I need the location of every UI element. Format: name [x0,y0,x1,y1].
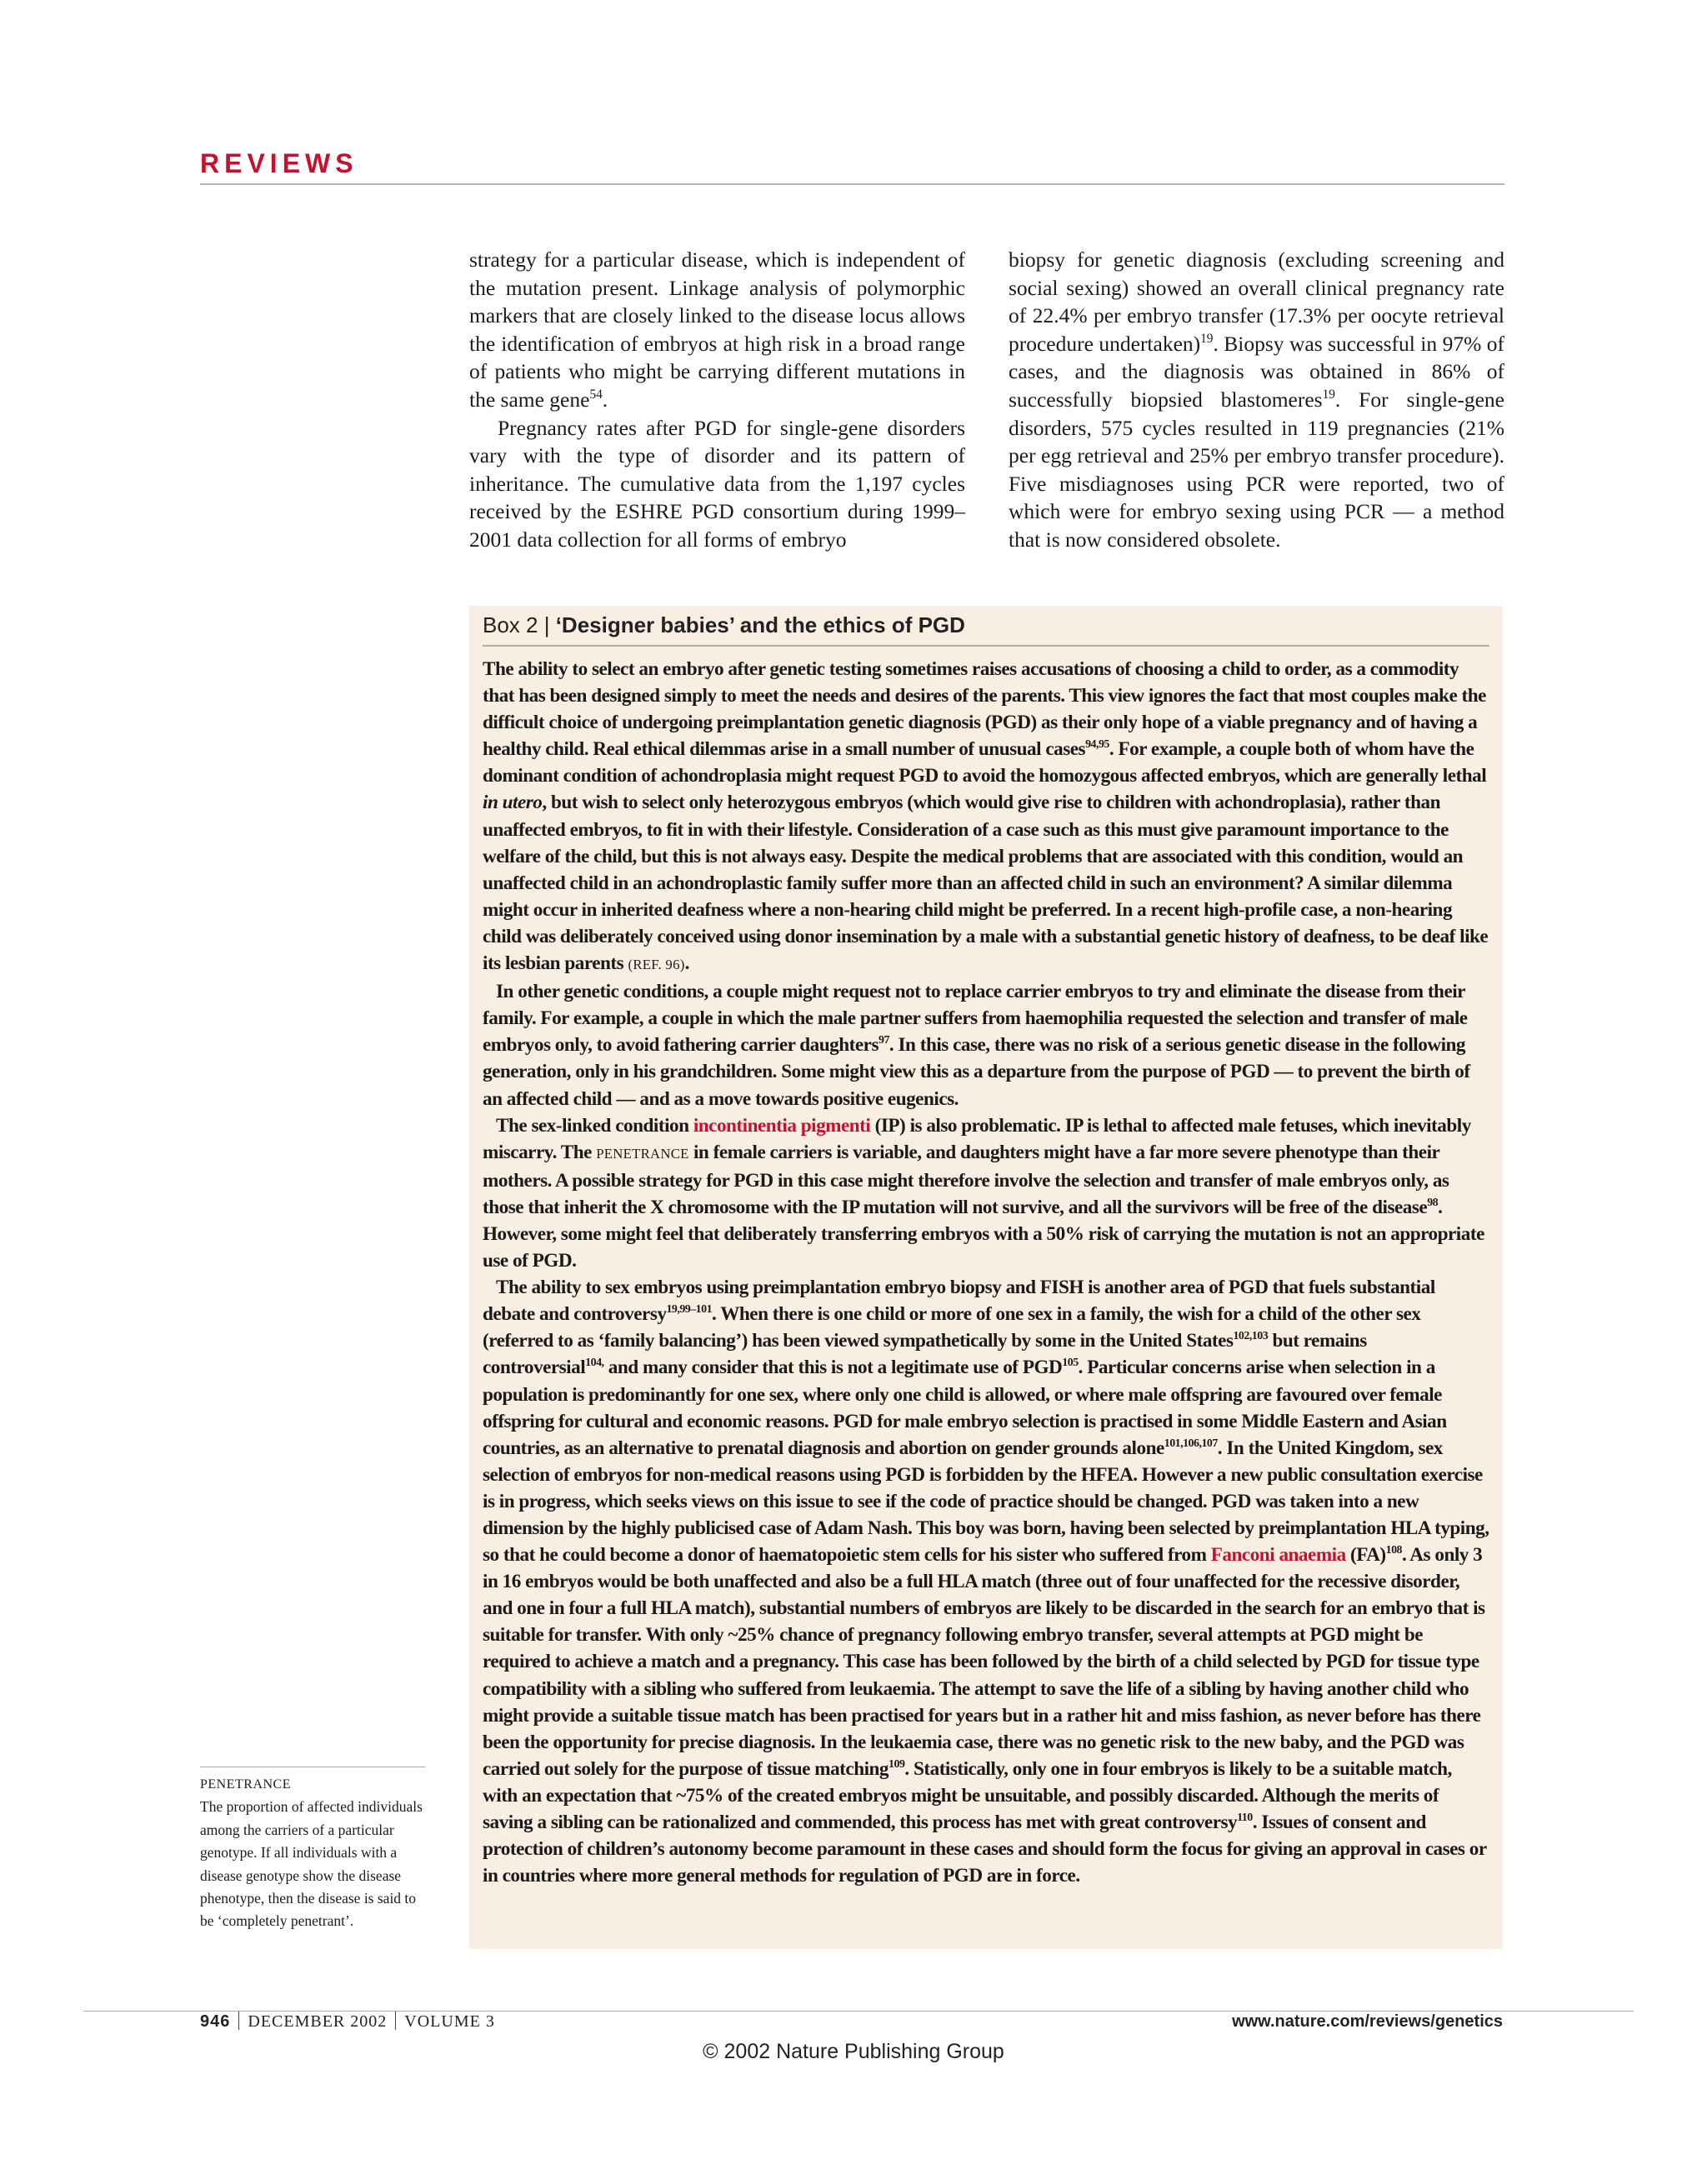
glossary-margin-note [200,1773,425,1933]
citation: 19 [1322,387,1335,402]
paragraph: Pregnancy rates after PGD for single-gene disorders vary with the type of disorder and its pattern of inheritance. The cumulative data from the 1,197 cycles received by the ESHRE PGD consortium during 1999–2001 data collection for all forms of embryo [469,415,965,552]
box-paragraph: The ability to select an embryo after genetic testing sometimes raises accusations of choosing a child to order, as a commodity that has been designed simply to meet the needs and desires of the parents. This view ignores the fact that most couples make the difficult choice of undergoing preimplantation genetic diagnosis (PGD) as their only hope of a viable pregnancy and of having a healthy child. Real ethical dilemmas arise in a small number of unusual cases$^{94,95}$. For example, a couple both of whom have the dominant condition of achondroplasia might request PGD to avoid the homozygous affected embryos, which are generally lethal in utero, but wish to select only heterozygous embryos (which would give rise to children with achondroplasia), rather than unaffected embryos, to fit in with their lifestyle. Consideration of a case such as this must give paramount importance to the welfare of the child, but this is not always easy. Despite the medical problems that are associated with this condition, would an unaffected child in an achondroplastic family suffer more than an affected child in such an environment? A similar dilemma might occur in inherited deafness where a non-hearing child might be preferred. In a recent high-profile case, a non-hearing child was deliberately conceived using donor insemination by a male with a substantial genetic history of deafness, to be deaf like its lesbian parents (REF. 96). [483,658,1489,975]
box-body [483,656,1489,1889]
body-column-right [1009,246,1504,554]
citation: 108 [1385,1544,1402,1557]
section-label: REVIEWS [200,148,358,178]
citation: 97 [879,1034,889,1047]
footer-page-info [200,2012,495,2032]
citation: 109 [889,1757,905,1771]
journal-url[interactable]: www.nature.com/reviews/genetics [1232,2012,1503,2031]
issue-date: DECEMBER 2002 [248,2012,388,2031]
citation: 19 [1200,331,1214,346]
citation: 98 [1427,1196,1439,1209]
separator [395,2012,396,2030]
citation: 110 [1237,1811,1253,1824]
glossary-term-penetrance: PENETRANCE [596,1145,689,1162]
citation: 94,95 [1085,738,1109,752]
body-column-left [469,246,965,554]
citation: 104, [585,1357,604,1370]
database-link-fanconi-anaemia[interactable]: Fanconi anaemia [1210,1544,1346,1567]
citation: 105 [1062,1357,1079,1370]
glossary-term: PENETRANCE [200,1777,291,1792]
box-title: Box 2 | ‘Designer babies’ and the ethics of PGD [483,612,1489,647]
paragraph: strategy for a particular disease, which is independent of the mutation present. Linkage analysis of polymorphic markers that are closely linked to the disease locus allows the identification of embryos at high risk in a broad range of patients who might be carrying different mutations in the same gene$^{54}$. [469,247,965,412]
header-rule [200,183,1504,185]
paragraph: biopsy for genetic diagnosis (excluding screening and social sexing) showed an overall clinical pregnancy rate of 22.4% per embryo transfer (17.3% per oocyte retrieval procedure undertaken)$^{19}$. Biopsy was successful in 97% of cases, and the diagnosis was obtained in 86% of successfully biopsied blastomeres$^{19}$. For single-gene disorders, 575 cycles resulted in 119 pregnancies (21% per egg retrieval and 25% per embryo transfer procedure). Five misdiagnoses using PCR were reported, two of which were for embryo sexing using PCR — a method that is now considered obsolete. [1009,247,1504,552]
copyright: © 2002 Nature Publishing Group [703,2040,1004,2063]
box-paragraph: In other genetic conditions, a couple might request not to replace carrier embryos to try and eliminate the disease from their family. For example, a couple in which the male partner suffers from haemophilia requested the selection and transfer of male embryos only, to avoid fathering carrier daughters$^{97}$. In this case, there was no risk of a serious genetic disease in the following generation, only in his grandchildren. Some might view this as a departure from the purpose of PGD — to prevent the birth of an affected child — and as a move towards positive eugenics. [483,981,1470,1110]
citation: 102,103 [1233,1330,1269,1343]
page-number: 946 [200,2012,231,2031]
reference: (REF. 96) [628,957,685,973]
box-paragraph: The ability to sex embryos using preimplantation embryo biopsy and FISH is another area of PGD that fuels substantial debate and controversy$^{19,99-101}$. When there is one child or more of one sex in a family, the wish for a child of the other sex (referred to as ‘family balancing’) has been viewed sympathetically by some in the United States$^{102,103}$ but remains controversial$^{104,}$ and many consider that this is not a legitimate use of PGD$^{105}$. Particular concerns arise when selection in a population is predominantly for one sex, where only one child is allowed, or where male offspring are favoured over female offspring for cultural and economic reasons. PGD for male embryo selection is practised in some Middle Eastern and Asian countries, as an alternative to prenatal diagnosis and abortion on gender grounds alone$^{101,106,107}$. In the United Kingdom, sex selection of embryos for non-medical reasons using PGD is forbidden by the HFEA. However a new public consultation exercise is in progress, which seeks views on this issue to see if the code of practice should be changed. PGD was taken into a new dimension by the highly publicised case of Adam Nash. This boy was born, having been selected by preimplantation HLA typing, so that he could become a donor of haematopoietic stem cells for his sister who suffered from Fanconi anaemia (FA)$^{108}$. As only 3 in 16 embryos would be both unaffected and also be a full HLA match (three out of four unaffected for the recessive disorder, and one in four a full HLA match), substantial numbers of embryos are likely to be discarded in the search for an embryo that is suitable for transfer. With only ~25% chance of pregnancy following embryo transfer, several attempts at PGD might be required to achieve a match and a pregnancy. This case has been followed by the birth of a child selected by PGD for tissue type compatibility with a sibling who suffered from leukaemia. The attempt to save the life of a sibling by having another child who might provide a suitable tissue match has been practised for years but in a rather hit and miss fashion, as never before has there been the opportunity for precise diagnosis. In the leukaemia case, there was no genetic risk to the new baby, and the PGD was carried out solely for the purpose of tissue matching$^{109}$. Statistically, only one in four embryos is likely to be a suitable match, with an expectation that ~75% of the created embryos might be unsuitable, and possibly discarded. Although the merits of saving a sibling can be rationalized and commended, this process has met with great controversy$^{110}$. Issues of consent and protection of children’s autonomy become paramount in these cases and should form the focus for giving an approval in cases or in countries where more general methods for regulation of PGD are in force. [483,1277,1489,1887]
box-2 [469,606,1503,1949]
citation: 101,106,107 [1164,1437,1218,1450]
citation: 54 [589,387,603,402]
volume: VOLUME 3 [404,2012,495,2031]
database-link-incontinentia-pigmenti[interactable]: incontinentia pigmenti [693,1114,871,1137]
separator [238,2012,239,2030]
glossary-definition: The proportion of affected individuals among the carriers of a particular genotype. If all individuals with a disease genotype show the disease phenotype, then the disease is said to be ‘completely penetrant’. [200,1798,423,1930]
box-paragraph: The sex-linked condition incontinentia pigmenti (IP) is also problematic. IP is lethal to affected male fetuses, which inevitably miscarry. The PENETRANCE in female carriers is variable, and daughters might have a far more severe phenotype than their mothers. A possible strategy for PGD in this case might therefore involve the selection and transfer of male embryos only, as those that inherit the X chromosome with the IP mutation will not survive, and all the survivors will be free of the disease$^{98}$. However, some might feel that deliberately transferring embryos with a 50% risk of carrying the mutation is not an appropriate use of PGD. [483,1114,1484,1272]
citation: 19,99–101 [666,1303,713,1317]
